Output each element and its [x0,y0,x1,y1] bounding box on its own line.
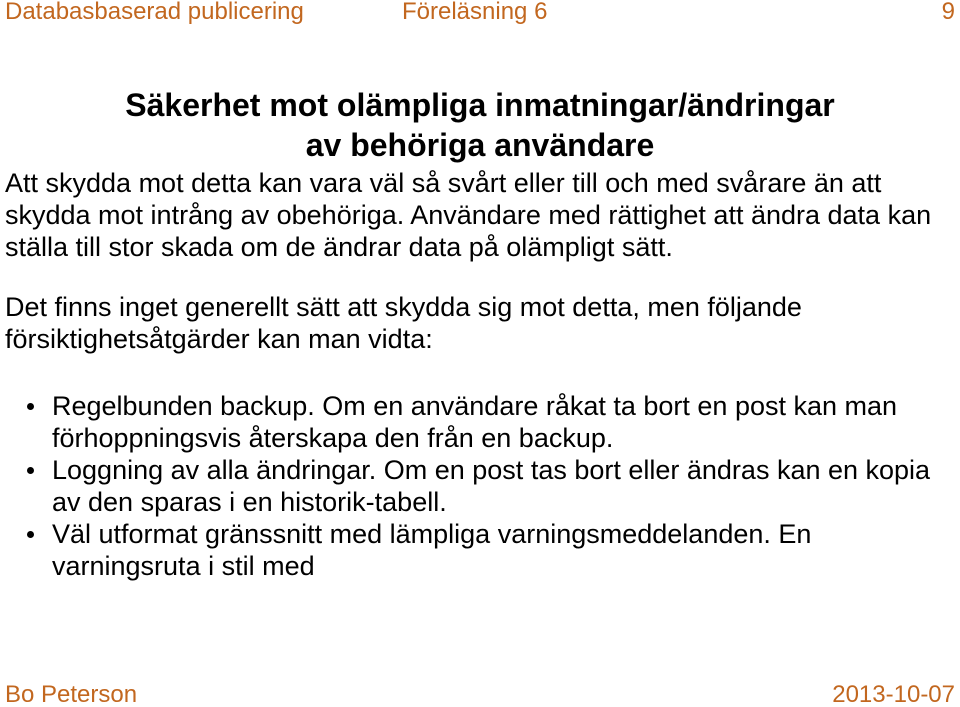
bullet-icon [27,531,34,538]
bullet-list [0,390,960,582]
lecture-label: Föreläsning 6 [402,0,548,25]
slide-footer [0,681,960,707]
bullet-item-logging [0,454,960,518]
bullet-text-line: förhoppningsvis återskapa den från en backup. [52,423,614,453]
course-title: Databasbaserad publicering [5,0,304,25]
bullet-item-backup [0,390,960,454]
slide-header [0,0,960,24]
bullet-icon [27,467,34,474]
text-line: Att skydda mot detta kan vara väl så svårt eller till och med svårare än att [5,168,882,198]
bullet-text-line: Regelbunden backup. Om en användare råkat ta bort en post kan man [52,391,898,421]
text-line: skydda mot intrång av obehöriga. Användare med rättighet att ändra data kan [5,200,932,230]
text-line: ställa till stor skada om de ändrar data på olämpligt sätt. [5,232,673,262]
measures-intro-paragraph [5,291,955,355]
bullet-text-line: av den sparas i en historik-tabell. [52,487,447,517]
title-line-1: Säkerhet mot olämpliga inmatningar/ändringar [125,87,835,123]
title-line-2: av behöriga användare [305,127,655,163]
author-name: Bo Peterson [5,681,138,707]
slide-title [0,85,960,165]
bullet-icon [27,403,34,410]
text-line: försiktighetsåtgärder kan man vidta: [5,324,433,354]
text-line: Det finns inget generellt sätt att skydda sig mot detta, men följande [5,292,802,322]
bullet-text-line: Väl utformat gränssnitt med lämpliga varningsmeddelanden. En [52,519,812,549]
intro-paragraph [5,167,955,263]
bullet-text-line: Loggning av alla ändringar. Om en post tas bort eller ändras kan en kopia [52,455,931,485]
slide-date: 2013-10-07 [832,681,955,707]
bullet-text-line: varningsruta i stil med [52,551,315,581]
bullet-item-interface [0,518,960,582]
page-number: 9 [941,0,955,25]
